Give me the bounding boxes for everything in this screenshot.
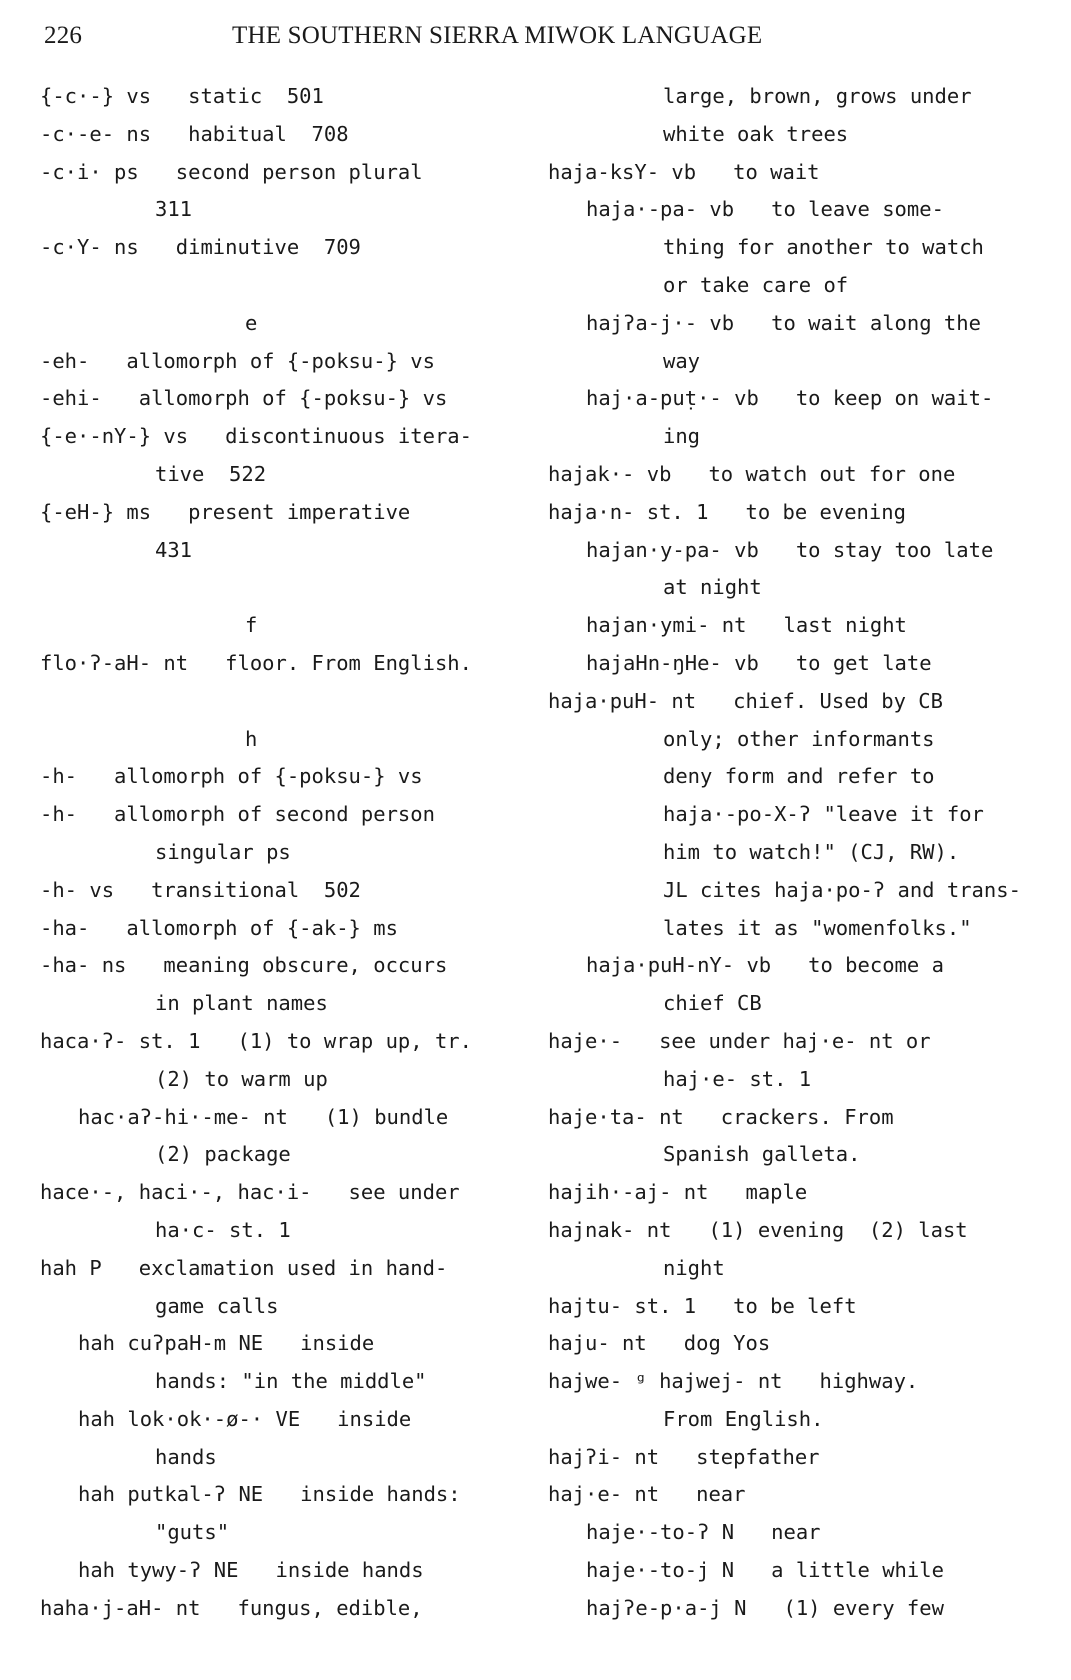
entry-line: at night: [663, 575, 762, 600]
entry-line: (2) to warm up: [155, 1066, 328, 1091]
page-number: 226: [44, 22, 83, 49]
entry-line: game calls: [155, 1293, 279, 1318]
entry-line: hah P exclamation used in hand-: [40, 1255, 448, 1280]
entry-line: hace·-, haci·-, hac·i- see under: [40, 1180, 460, 1205]
entry-line: hajʔi- nt stepfather: [548, 1444, 820, 1469]
page-header: [44, 22, 1011, 52]
entry-line: haje·- see under haj·e- nt or: [548, 1028, 931, 1053]
entry-line: chief CB: [663, 991, 762, 1016]
entry-line: lates it as "womenfolks.": [663, 915, 972, 940]
left-column: [40, 78, 540, 1628]
entry-line: hajnak- nt (1) evening (2) last: [548, 1217, 968, 1242]
entry-line: only; other informants: [663, 726, 935, 751]
entry-line: 311: [155, 197, 193, 222]
entry-line: hajaHn-ŋHe- vb to get late: [586, 650, 932, 675]
entry-line: hajtu- st. 1 to be left: [548, 1293, 857, 1318]
entry-line: hah putkal-ʔ NE inside hands:: [78, 1482, 461, 1507]
entry-line: Spanish galleta.: [663, 1142, 861, 1167]
entry-line: hajwe- ᵍ hajwej- nt highway.: [548, 1369, 919, 1394]
entry-line: haca·ʔ- st. 1 (1) to wrap up, tr.: [40, 1028, 472, 1053]
blank-line: [40, 683, 540, 721]
entry-line: night: [663, 1255, 725, 1280]
entry-line: hands: [155, 1444, 217, 1469]
entry-line: -ha- ns meaning obscure, occurs: [40, 953, 448, 978]
entry-line: hah cuʔpaH-m NE inside: [78, 1331, 375, 1356]
entry-line: haje·ta- nt crackers. From: [548, 1104, 894, 1129]
entry-line: -ha- allomorph of {-ak-} ms: [40, 915, 398, 940]
entry-line: haj·e- nt near: [548, 1482, 746, 1507]
section-letter: f: [245, 613, 258, 638]
entry-line: {-eH-} ms present imperative: [40, 499, 411, 524]
entry-line: -eh- allomorph of {-poksu-} vs: [40, 348, 435, 373]
entry-line: haju- nt dog Yos: [548, 1331, 771, 1356]
entry-line: haja·puH-nY- vb to become a: [586, 953, 944, 978]
entry-line: -h- allomorph of {-poksu-} vs: [40, 764, 423, 789]
entry-line: -ehi- allomorph of {-poksu-} vs: [40, 386, 448, 411]
entry-line: JL cites haja·po-ʔ and trans-: [663, 877, 1021, 902]
entry-line: -c·i· ps second person plural: [40, 159, 423, 184]
entry-line: white oak trees: [663, 121, 849, 146]
entry-line: haja·-pa- vb to leave some-: [586, 197, 944, 222]
entry-line: haha·j-aH- nt fungus, edible,: [40, 1595, 423, 1620]
entry-line: in plant names: [155, 991, 328, 1016]
entry-line: hah lok·ok·-ø-· VE inside: [78, 1406, 412, 1431]
entry-line: haje·-to-j N a little while: [586, 1558, 944, 1583]
entry-line: haja-ksY- vb to wait: [548, 159, 820, 184]
entry-line: haj·a-puṭ·- vb to keep on wait-: [586, 386, 994, 411]
entry-line: haje·-to-ʔ N near: [586, 1520, 821, 1545]
entry-line: 431: [155, 537, 193, 562]
entry-line: haja·n- st. 1 to be evening: [548, 499, 906, 524]
entry-line: large, brown, grows under: [663, 84, 972, 108]
entry-line: deny form and refer to: [663, 764, 935, 789]
entry-line: tive 522: [155, 461, 267, 486]
entry-line: haja·-po-X-ʔ "leave it for: [663, 802, 984, 827]
entry-line: ing: [663, 424, 701, 449]
entry-line: way: [663, 348, 701, 373]
entry-line: -h- allomorph of second person: [40, 802, 435, 827]
entry-line: singular ps: [155, 839, 291, 864]
right-column: [548, 78, 1048, 1628]
entry-line: -h- vs transitional 502: [40, 877, 361, 902]
entry-line: hands: "in the middle": [155, 1369, 427, 1394]
running-title: THE SOUTHERN SIERRA MIWOK LANGUAGE: [232, 22, 763, 49]
entry-line: haja·puH- nt chief. Used by CB: [548, 688, 943, 713]
entry-line: -c·-e- ns habitual 708: [40, 121, 349, 146]
entry-line: hajʔa-j·- vb to wait along the: [586, 310, 981, 335]
entry-line: hac·aʔ-hi·-me- nt (1) bundle: [78, 1104, 449, 1129]
blank-line: [40, 569, 540, 607]
section-letter: e: [245, 310, 258, 335]
entry-line: hajak·- vb to watch out for one: [548, 461, 956, 486]
section-letter: h: [245, 726, 258, 751]
entry-line: him to watch!" (CJ, RW).: [663, 839, 960, 864]
entry-line: or take care of: [663, 272, 849, 297]
entry-line: ha·c- st. 1: [155, 1217, 291, 1242]
entry-line: {-c·-} vs static 501: [40, 84, 324, 108]
entry-line: haj·e- st. 1: [663, 1066, 812, 1091]
blank-line: [40, 267, 540, 305]
entry-line: hajʔe-p·a-j N (1) every few: [586, 1595, 944, 1620]
entry-line: "guts": [155, 1520, 230, 1545]
entry-line: hah tywy-ʔ NE inside hands: [78, 1558, 424, 1583]
entry-line: -c·Y- ns diminutive 709: [40, 235, 361, 260]
entry-line: flo·ʔ-aH- nt floor. From English.: [40, 650, 472, 675]
entry-line: From English.: [663, 1406, 824, 1431]
entry-line: hajan·ymi- nt last night: [586, 613, 907, 638]
entry-line: {-e·-nY-} vs discontinuous itera-: [40, 424, 472, 449]
entry-line: hajih·-aj- nt maple: [548, 1180, 808, 1205]
entry-line: (2) package: [155, 1142, 291, 1167]
entry-line: thing for another to watch: [663, 235, 984, 260]
entry-line: hajan·y-pa- vb to stay too late: [586, 537, 994, 562]
